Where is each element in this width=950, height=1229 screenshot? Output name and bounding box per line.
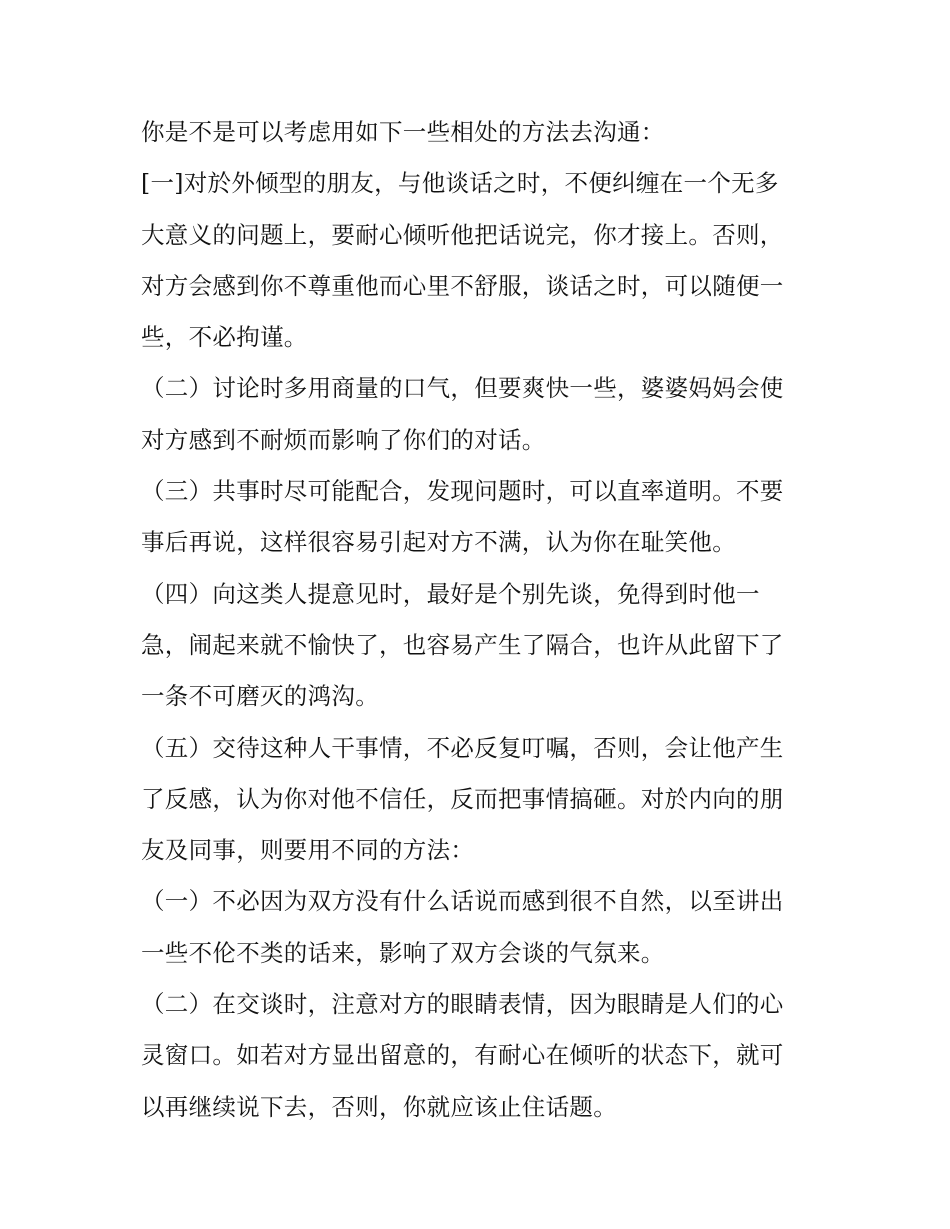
text-line-14: 了反感，认为你对他不信任，反而把事情搞砸。对於内向的朋: [141, 784, 784, 813]
text-line-8: （三）共事时尽可能配合，发现问题时，可以直率道明。不要: [141, 477, 784, 506]
text-line-6: （二）讨论时多用商量的口气，但要爽快一些，婆婆妈妈会使: [141, 374, 784, 403]
text-line-11: 急，闹起来就不愉快了，也容易产生了隔合，也许从此留下了: [141, 630, 784, 659]
text-line-9: 事后再说，这样很容易引起对方不满，认为你在耻笑他。: [141, 528, 736, 557]
text-line-4: 对方会感到你不尊重他而心里不舒服，谈话之时，可以随便一: [141, 271, 784, 300]
text-line-3: 大意义的问题上，要耐心倾听他把话说完，你才接上。否则，: [141, 220, 784, 249]
text-line-15: 友及同事，则要用不同的方法：: [141, 836, 475, 865]
text-line-1: 你是不是可以考虑用如下一些相处的方法去沟通：: [141, 118, 665, 146]
text-line-5: 些，不必拘谨。: [141, 323, 308, 352]
document-body: [141, 107, 821, 1133]
text-line-20: 以再继续说下去，否则，你就应该止住话题。: [141, 1092, 617, 1121]
text-line-10: （四）向这类人提意见时，最好是个别先谈，免得到时他一: [141, 579, 760, 608]
text-line-13: （五）交待这种人干事情，不必反复叮嘱，否则，会让他产生: [141, 733, 784, 762]
text-line-2: [一]对於外倾型的朋友，与他谈话之时，不便纠缠在一个无多: [141, 169, 779, 198]
text-line-12: 一条不可磨灭的鸿沟。: [141, 682, 379, 711]
text-line-18: （二）在交谈时，注意对方的眼睛表情，因为眼睛是人们的心: [141, 990, 784, 1019]
text-line-7: 对方感到不耐烦而影响了你们的对话。: [141, 425, 546, 454]
text-line-16: （一）不必因为双方没有什么话说而感到很不自然，以至讲出: [141, 887, 784, 916]
text-line-19: 灵窗口。如若对方显出留意的，有耐心在倾听的状态下，就可: [141, 1041, 784, 1070]
text-line-17: 一些不伦不类的话来，影响了双方会谈的气氛来。: [141, 938, 665, 967]
